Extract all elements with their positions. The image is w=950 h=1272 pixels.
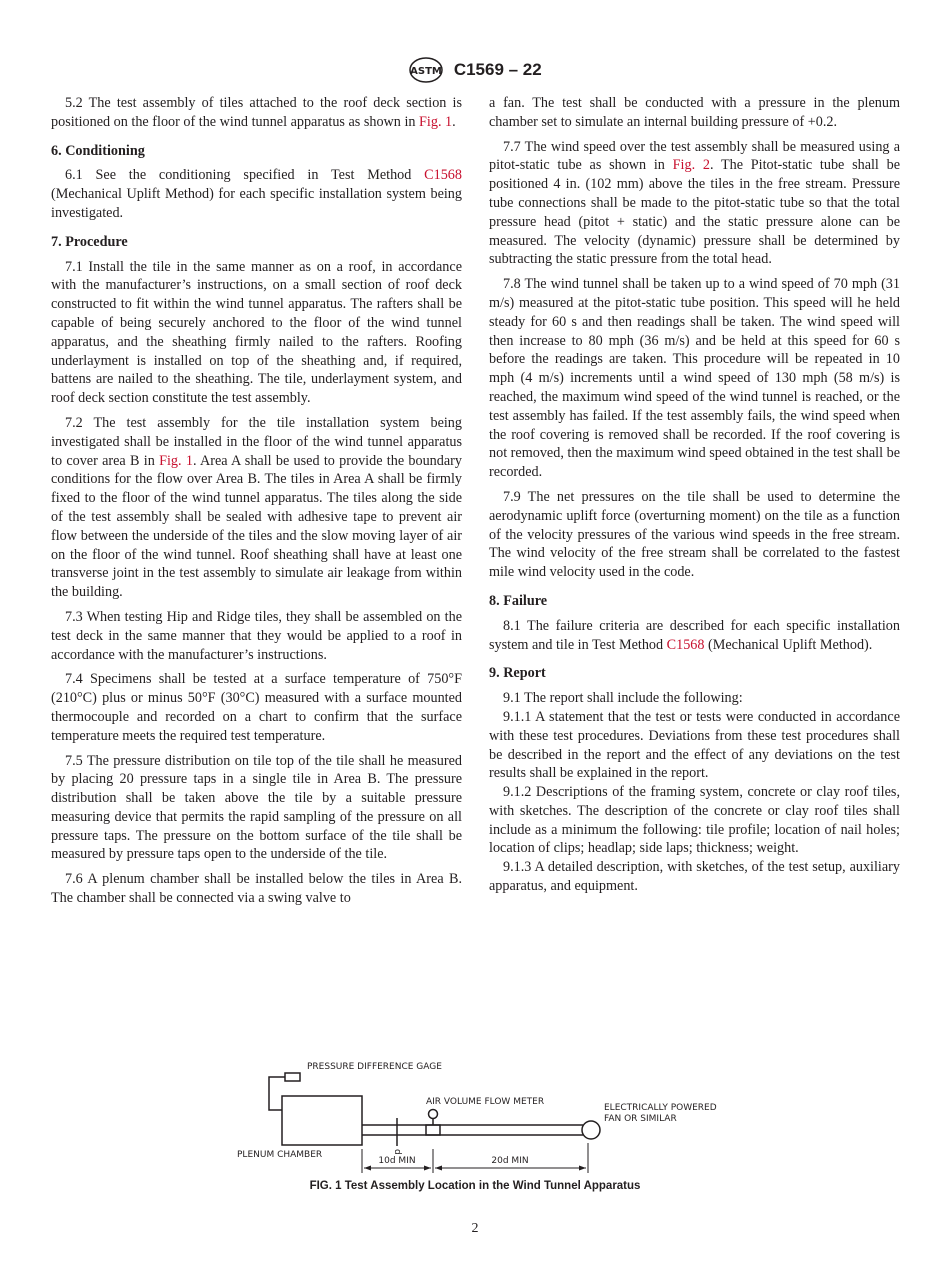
paragraph-text: . Area A shall be used to provide the boundary conditions for the flow over Area B. The tiles in Area A shall be firmly fixed to the floor of the wind tunnel apparatus. The tiles along the side of the test assembly shall be sealed with adhesive tape to prevent air flow between the underside of the tiles and the slow moving layer of air on the floor of the wind tunnel. Roof sheathing shall have at least one transverse joint in the test assembly to simulate air leakage from within the building. [51, 452, 462, 601]
paragraph-text: . [452, 113, 456, 130]
paragraph [489, 708, 900, 783]
paragraph [51, 166, 462, 222]
label-gage: PRESSURE DIFFERENCE GAGE [307, 1062, 442, 1072]
paragraph [51, 870, 462, 908]
cross-reference-link[interactable]: Fig. 1 [419, 113, 453, 130]
paragraph [489, 858, 900, 896]
paragraph-text: 7.1 Install the tile in the same manner as on a roof, in accordance with the manufacturer’s instructions, on a small section of roof deck constructed to fit within the wind tunnel apparatus. The rafters shall be capable of being securely anchored to the floor of the wind tunnel apparatus, and the sheathing firmly nailed to the rafters. Roofing underlayment is installed on top of the sheathing and, if required, battens are nailed to the sheathing. The tile, underlayment system, and roof deck section constitute the test assembly. [51, 258, 462, 407]
paragraph-text: 7.6 A plenum chamber shall be installed below the tiles in Area B. The chamber shall be connected via a swing valve to [51, 871, 462, 907]
paragraph [51, 670, 462, 745]
cross-reference-link[interactable]: Fig. 2 [672, 157, 710, 174]
label-d: d [392, 1149, 402, 1155]
flow-meter [426, 1125, 440, 1135]
paragraph [489, 488, 900, 582]
figure-1-diagram [225, 1053, 745, 1173]
label-20d: 20d MIN [491, 1156, 529, 1166]
paragraph [489, 94, 900, 132]
plenum-chamber [282, 1096, 362, 1145]
paragraph-text: 7.4 Specimens shall be tested at a surface temperature of 750°F (210°C) plus or minus 50°F (30°C) measured with a surface mounted thermocouple and recorded on a chart to confirm that the surface temperature meets the required test temperature. [51, 671, 462, 744]
section-heading: 6. Conditioning [51, 142, 145, 159]
cross-reference-link[interactable]: C1568 [666, 636, 705, 653]
section-heading: 7. Procedure [51, 233, 128, 250]
svg-text:ASTM: ASTM [410, 66, 443, 77]
label-fan-1: ELECTRICALLY POWERED [604, 1103, 717, 1113]
label-plenum: PLENUM CHAMBER [237, 1150, 323, 1160]
paragraph-text: 7.8 The wind tunnel shall be taken up to a wind speed of 70 mph (31 m/s) measured at the pitot-static tube position. This speed will he held steady for 60 s and then readings shall be taken. The wind speed will then increase to 80 mph (36 m/s) and be held at this speed for 60 s before the readings are taken. This procedure will be repeated in 10 mph (4 m/s) increments until a wind speed of 130 mph (58 m/s) is reached, the maximum wind speed of the wind tunnel is reached, or the test assembly has failed. If the test assembly fails, the wind speed when the roof covering is removed shall be recorded. If the roof covering is not removed, then the maximum wind speed obtained in the test shall be recorded. [489, 276, 900, 481]
standard-designation: C1569 – 22 [453, 59, 542, 79]
figure-caption: FIG. 1 Test Assembly Location in the Wind Tunnel Apparatus [309, 1180, 641, 1192]
left-column [51, 94, 462, 914]
paragraph [51, 752, 462, 865]
right-column [489, 94, 900, 902]
paragraph-text: a fan. The test shall be conducted with a pressure in the plenum chamber set to simulate an internal building pressure of +0.2. [489, 95, 900, 130]
paragraph-text: 9.1.1 A statement that the test or tests were conducted in accordance with these test procedures. Deviations from these test procedures shall be described in the report and the effect of any deviations on the test results shall be explained in the report. [489, 708, 900, 782]
paragraph-text: 7.5 The pressure distribution on tile top of the tile shall he measured by placing 20 pressure taps in a single tile in Area B. The pressure distribution shall be taken above the tile by a suitable pressure measuring device that permits the rapid sampling of the pressure on all pressure taps. The pressure on the bottom surface of the tile shall be measured by pressure taps open to the underside of the tile. [51, 752, 462, 863]
paragraph-text: 9.1.3 A detailed description, with sketches, of the test setup, auxiliary apparatus, and equipment. [489, 859, 900, 895]
page-number: 2 [471, 1221, 479, 1236]
paragraph [489, 783, 900, 858]
paragraph-text: 7.3 When testing Hip and Ridge tiles, they shall be assembled on the test deck in the same manner that they would be applied to a roof in accordance with the manufacturer’s instructions. [51, 608, 462, 663]
gage-box [285, 1073, 300, 1081]
paragraph-text: 5.2 The test assembly of tiles attached to the roof deck section is positioned on the floor of the wind tunnel apparatus as shown in [51, 95, 462, 130]
cross-reference-link[interactable]: Fig. 1 [159, 452, 193, 469]
section-heading: 9. Report [489, 665, 546, 682]
paragraph-text: 7.2 The test assembly for the tile installation system being investigated shall be installed in the floor of the wind tunnel apparatus to cover area B in [51, 414, 462, 469]
label-fan-2: FAN OR SIMILAR [604, 1114, 677, 1124]
cross-reference-link[interactable]: C1568 [424, 167, 462, 184]
label-meter: AIR VOLUME FLOW METER [426, 1097, 545, 1107]
paragraph-text: 8.1 The failure criteria are described for each specific installation system and tile in Test Method [489, 617, 900, 653]
paragraph-text: . The Pitot-static tube shall be positioned 4 in. (102 mm) above the tiles in the free stream. Pressure tube connections shall be made to the pitot-static tube so that the total pressure head (pitot + static) and the static pressure alone can be measured. The velocity (dynamic) pressure shall be determined by subtracting the static pressure from the total head. [489, 157, 900, 268]
paragraph-text: (Mechanical Uplift Method) for each specific installation system being investigated. [51, 186, 462, 221]
paragraph [489, 617, 900, 655]
paragraph [51, 94, 462, 132]
paragraph-text: 7.9 The net pressures on the tile shall be used to determine the aerodynamic uplift force (overturning moment) on the tile as a function of the velocity pressures of the various wind speeds in the free stream. The wind velocity of the free stream shall be correlated to the fastest mile wind velocity used in the code. [489, 488, 900, 581]
label-10d: 10d MIN [378, 1156, 416, 1166]
paragraph [51, 414, 462, 602]
fan-circle [582, 1121, 600, 1139]
paragraph [489, 689, 900, 708]
paragraph-text: 9.1 The report shall include the following: [503, 690, 743, 707]
page-header [0, 56, 950, 84]
astm-logo [408, 56, 444, 84]
paragraph [489, 275, 900, 482]
paragraph [51, 258, 462, 408]
paragraph-text: 9.1.2 Descriptions of the framing system, concrete or clay roof tiles, with sketches. The description of the concrete or clay roof tiles shall include as a minimum the following: tile profile; location of nail holes; location of clips; headlap; side laps; thickness; weight. [489, 784, 900, 857]
section-heading: 8. Failure [489, 592, 548, 609]
paragraph-text: 6.1 See the conditioning specified in Test Method [65, 167, 425, 184]
paragraph-text: (Mechanical Uplift Method). [704, 636, 873, 653]
paragraph-text: 7.7 The wind speed over the test assembly shall be measured using a pitot-static tube as shown in [489, 138, 900, 174]
paragraph [489, 138, 900, 270]
paragraph [51, 608, 462, 664]
